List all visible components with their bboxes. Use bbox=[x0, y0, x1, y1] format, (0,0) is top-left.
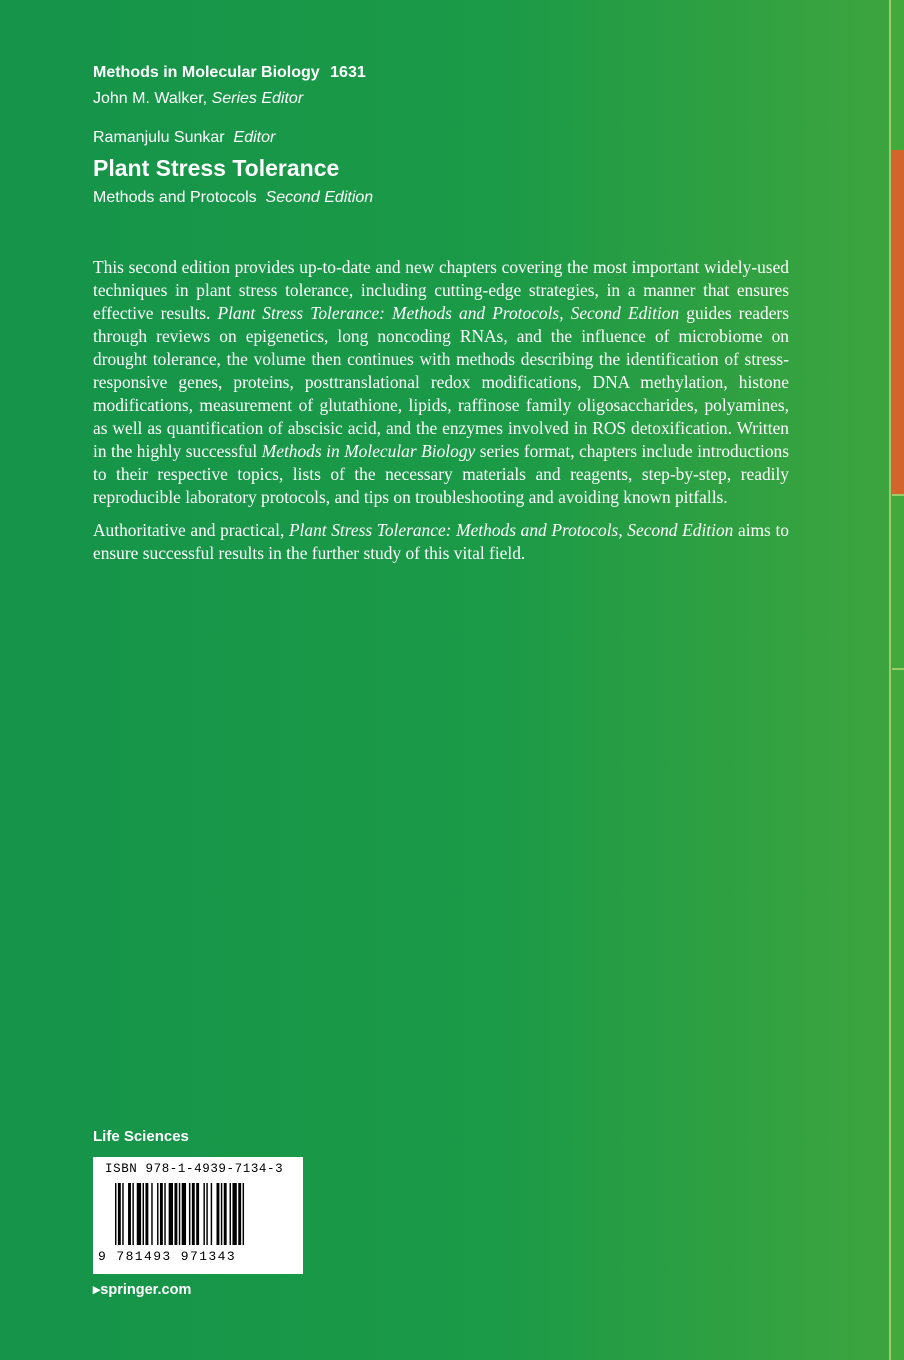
blurb-text: guides readers through reviews on epigenetics, long noncoding RNAs, and the influence of microbiome on drought tolerance, the volume then continues with methods describing the identification of stress-responsive genes, proteins, posttranslational redox modifications, DNA methylation, histone modifications, measurement of glutathione, lipids, raffinose family oligosaccharides, polyamines, as well as quantification of abscisic acid, and the enzymes involved in ROS detoxification. Written in the highly successful bbox=[93, 303, 789, 461]
back-cover-blurb bbox=[93, 256, 789, 575]
series-editor-name: John M. Walker, bbox=[93, 90, 208, 107]
series-editor-line bbox=[93, 90, 303, 108]
editor-line bbox=[93, 129, 275, 147]
editor-name: Ramanjulu Sunkar bbox=[93, 129, 225, 146]
blurb-paragraph-2 bbox=[93, 519, 789, 565]
barcode-digits: 9 781493 971343 bbox=[98, 1249, 237, 1264]
blurb-book-title: Plant Stress Tolerance: Methods and Protocols, Second Edition bbox=[217, 303, 680, 323]
spine-tick bbox=[892, 668, 904, 670]
book-subtitle: Methods and Protocols bbox=[93, 189, 257, 206]
blurb-series-name: Methods in Molecular Biology bbox=[261, 441, 476, 461]
blurb-book-title: Plant Stress Tolerance: Methods and Protocols, Second Edition bbox=[288, 520, 734, 540]
series-editor-role: Series Editor bbox=[211, 90, 304, 107]
series-line bbox=[93, 64, 366, 82]
publisher-url bbox=[93, 1282, 191, 1298]
spine-accent-band bbox=[892, 150, 904, 494]
barcode-bars bbox=[115, 1183, 291, 1257]
isbn-label: ISBN 978-1-4939-7134-3 bbox=[105, 1162, 284, 1176]
series-number: 1631 bbox=[330, 64, 366, 81]
spine-divider bbox=[889, 0, 891, 1360]
isbn-barcode bbox=[93, 1157, 303, 1274]
book-subtitle-line bbox=[93, 189, 373, 207]
blurb-text: Authoritative and practical, bbox=[93, 520, 285, 540]
series-name: Methods in Molecular Biology bbox=[93, 64, 320, 81]
arrow-icon: ▸ bbox=[93, 1282, 101, 1298]
blurb-text: aims to ensure successful results in the further study of this vital field. bbox=[93, 520, 789, 563]
blurb-text: series format, chapters include introductions to their respective topics, lists of the necessary materials and reagents, step-by-step, readily reproducible laboratory protocols, and tips on troubleshooting and avoiding known pitfalls. bbox=[93, 441, 789, 507]
book-edition: Second Edition bbox=[265, 189, 374, 206]
subject-category: Life Sciences bbox=[93, 1128, 189, 1145]
blurb-text: This second edition provides up-to-date and new chapters covering the most important widely-used techniques in plant stress tolerance, including cutting-edge strategies, in a manner that ensures effective results. bbox=[93, 257, 789, 323]
editor-role: Editor bbox=[233, 129, 276, 146]
book-title: Plant Stress Tolerance bbox=[93, 155, 340, 181]
publisher-url-text: springer.com bbox=[100, 1282, 192, 1298]
blurb-paragraph-1 bbox=[93, 256, 789, 509]
spine-tick bbox=[892, 494, 904, 496]
